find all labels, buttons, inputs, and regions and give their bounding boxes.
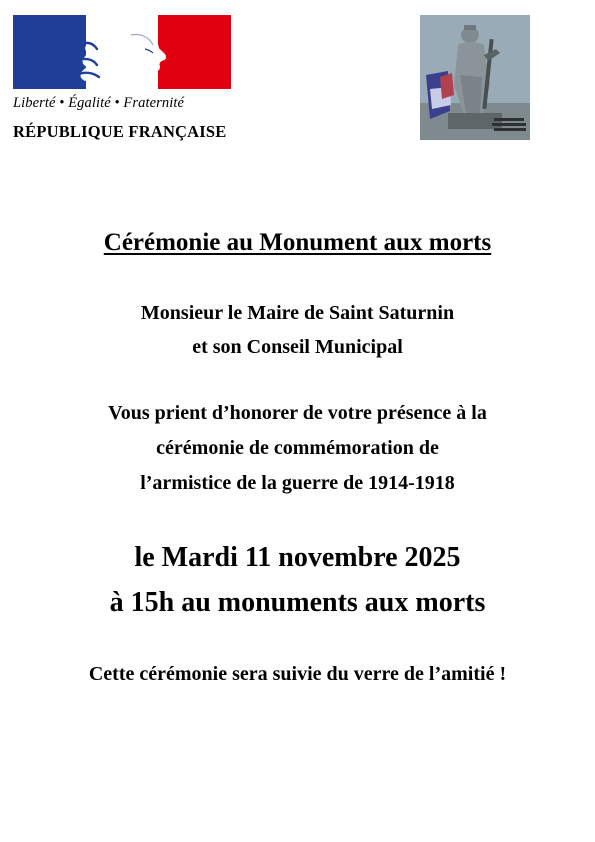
invitation-line-3: l’armistice de la guerre de 1914-1918 (140, 472, 455, 494)
invitation-line-2: cérémonie de commémoration de (156, 437, 439, 459)
event-date: le Mardi 11 novembre 2025 (134, 542, 461, 573)
hosts-line-1: Monsieur le Maire de Saint Saturnin (140, 302, 455, 324)
republique-francaise-logo (13, 15, 233, 145)
war-memorial-photo (420, 15, 530, 140)
hosts-line-2: et son Conseil Municipal (192, 336, 403, 358)
closing-note: Cette cérémonie sera suivie du verre de l’amitié ! (88, 663, 507, 685)
republic-motto: Liberté • Égalité • Fraternité (13, 95, 185, 111)
event-time-place: à 15h au monuments aux morts (109, 587, 486, 618)
page-title: Cérémonie au Monument aux morts (103, 229, 492, 256)
war-memorial-statue-icon (420, 15, 530, 140)
republic-wordmark: RÉPUBLIQUE FRANÇAISE (13, 122, 227, 141)
invitation-line-1: Vous prient d’honorer de votre présence à la (108, 402, 487, 424)
marianne-profile-icon (71, 15, 181, 89)
